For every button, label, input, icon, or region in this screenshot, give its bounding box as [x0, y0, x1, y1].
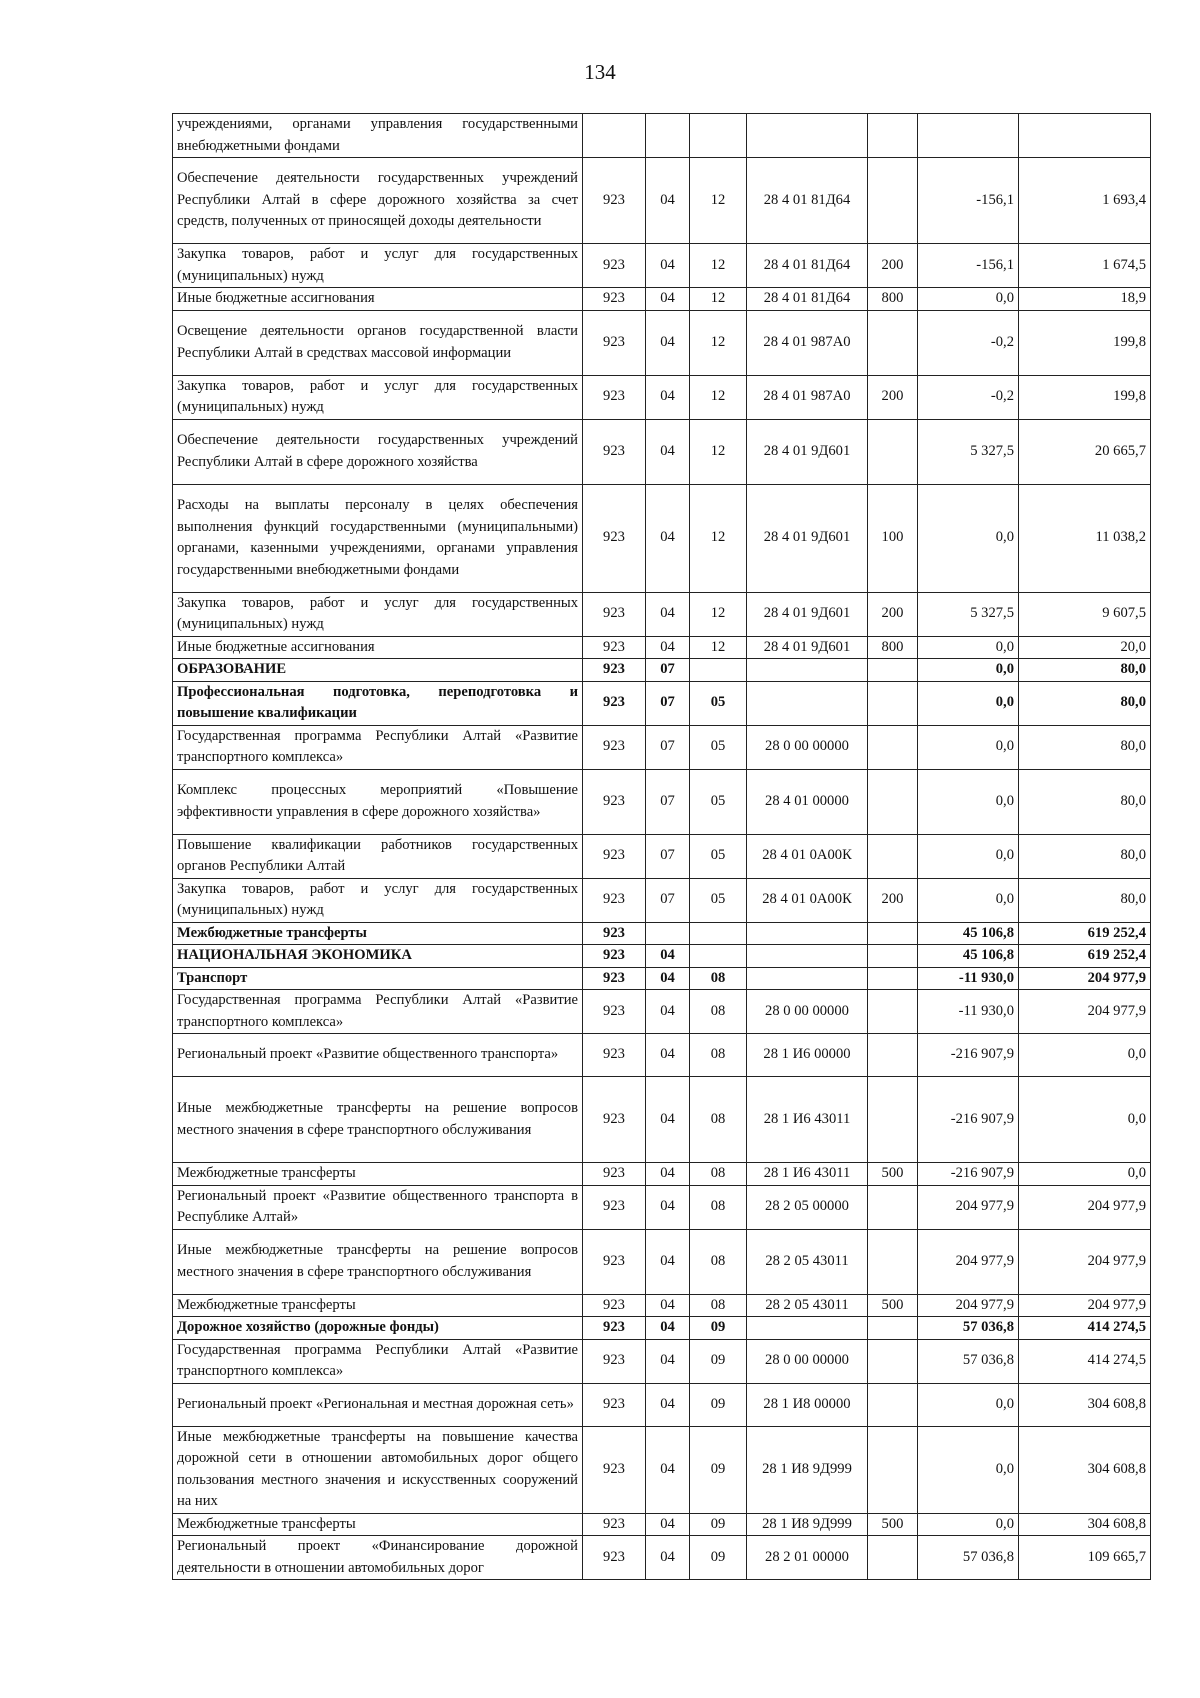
expense-name-cell: Региональный проект «Развитие общественного транспорта в Республике Алтай»	[173, 1185, 583, 1229]
table-row	[173, 244, 1151, 288]
total-amount-cell: 109 665,7	[1019, 1536, 1151, 1580]
subsection-code-cell: 08	[690, 1294, 747, 1317]
table-row	[173, 114, 1151, 158]
ministry-code-cell: 923	[583, 990, 646, 1034]
section-code-cell: 04	[646, 1317, 690, 1340]
subsection-code-cell: 12	[690, 419, 747, 484]
ministry-code-cell: 923	[583, 1339, 646, 1383]
change-amount-cell: -0,2	[918, 310, 1019, 375]
table-row	[173, 1383, 1151, 1426]
target-article-cell: 28 1 И8 9Д999	[747, 1513, 868, 1536]
subsection-code-cell: 12	[690, 158, 747, 244]
expense-name-cell: Иные бюджетные ассигнования	[173, 288, 583, 311]
target-article-cell: 28 1 И8 00000	[747, 1383, 868, 1426]
change-amount-cell: -11 930,0	[918, 967, 1019, 990]
subsection-code-cell: 08	[690, 1229, 747, 1294]
subsection-code-cell: 08	[690, 1185, 747, 1229]
target-article-cell: 28 4 01 0А00К	[747, 878, 868, 922]
expense-type-cell: 200	[868, 244, 918, 288]
total-amount-cell: 1 674,5	[1019, 244, 1151, 288]
subsection-code-cell: 12	[690, 310, 747, 375]
total-amount-cell: 80,0	[1019, 834, 1151, 878]
page-number: 134	[584, 60, 616, 84]
ministry-code-cell: 923	[583, 945, 646, 968]
section-code-cell: 04	[646, 419, 690, 484]
change-amount-cell: 0,0	[918, 834, 1019, 878]
section-code-cell: 07	[646, 878, 690, 922]
target-article-cell: 28 4 01 9Д601	[747, 484, 868, 592]
expense-name-cell: Межбюджетные трансферты	[173, 1513, 583, 1536]
expense-type-cell	[868, 659, 918, 682]
change-amount-cell: 0,0	[918, 878, 1019, 922]
target-article-cell: 28 4 01 9Д601	[747, 419, 868, 484]
table-row	[173, 1513, 1151, 1536]
target-article-cell: 28 4 01 987А0	[747, 375, 868, 419]
expense-type-cell	[868, 1339, 918, 1383]
expense-name-cell: Закупка товаров, работ и услуг для государственных (муниципальных) нужд	[173, 244, 583, 288]
table-row	[173, 990, 1151, 1034]
section-code-cell: 04	[646, 1185, 690, 1229]
target-article-cell: 28 1 И8 9Д999	[747, 1426, 868, 1513]
section-code-cell: 07	[646, 769, 690, 834]
total-amount-cell: 80,0	[1019, 769, 1151, 834]
change-amount-cell: -216 907,9	[918, 1077, 1019, 1163]
expense-name-cell: Закупка товаров, работ и услуг для государственных (муниципальных) нужд	[173, 375, 583, 419]
table-row	[173, 1317, 1151, 1340]
total-amount-cell: 80,0	[1019, 681, 1151, 725]
change-amount-cell: 0,0	[918, 681, 1019, 725]
ministry-code-cell: 923	[583, 878, 646, 922]
section-code-cell: 04	[646, 1229, 690, 1294]
total-amount-cell: 204 977,9	[1019, 1229, 1151, 1294]
total-amount-cell: 0,0	[1019, 1163, 1151, 1186]
subsection-code-cell: 12	[690, 484, 747, 592]
section-code-cell: 04	[646, 1163, 690, 1186]
subsection-code-cell: 05	[690, 769, 747, 834]
table-row	[173, 375, 1151, 419]
expense-name-cell: Иные межбюджетные трансферты на решение вопросов местного значения в сфере транспортного обслуживания	[173, 1077, 583, 1163]
target-article-cell: 28 4 01 81Д64	[747, 244, 868, 288]
total-amount-cell: 18,9	[1019, 288, 1151, 311]
change-amount-cell	[918, 114, 1019, 158]
change-amount-cell: 0,0	[918, 1383, 1019, 1426]
subsection-code-cell: 09	[690, 1339, 747, 1383]
section-code-cell: 04	[646, 1536, 690, 1580]
total-amount-cell: 204 977,9	[1019, 990, 1151, 1034]
total-amount-cell: 80,0	[1019, 878, 1151, 922]
change-amount-cell: 57 036,8	[918, 1536, 1019, 1580]
change-amount-cell: 0,0	[918, 636, 1019, 659]
total-amount-cell: 1 693,4	[1019, 158, 1151, 244]
ministry-code-cell: 923	[583, 288, 646, 311]
expense-type-cell	[868, 1077, 918, 1163]
section-code-cell: 04	[646, 1513, 690, 1536]
expense-name-cell: Повышение квалификации работников государственных органов Республики Алтай	[173, 834, 583, 878]
section-code-cell: 04	[646, 288, 690, 311]
section-code-cell: 04	[646, 1383, 690, 1426]
total-amount-cell: 304 608,8	[1019, 1383, 1151, 1426]
ministry-code-cell	[583, 114, 646, 158]
expense-type-cell: 500	[868, 1163, 918, 1186]
target-article-cell: 28 4 01 81Д64	[747, 158, 868, 244]
ministry-code-cell: 923	[583, 636, 646, 659]
expense-type-cell	[868, 967, 918, 990]
subsection-code-cell: 09	[690, 1536, 747, 1580]
subsection-code-cell: 08	[690, 1077, 747, 1163]
subsection-code-cell: 09	[690, 1513, 747, 1536]
change-amount-cell: -216 907,9	[918, 1034, 1019, 1077]
target-article-cell: 28 2 05 43011	[747, 1229, 868, 1294]
table-row	[173, 945, 1151, 968]
ministry-code-cell: 923	[583, 769, 646, 834]
section-code-cell: 07	[646, 834, 690, 878]
change-amount-cell: 45 106,8	[918, 922, 1019, 945]
subsection-code-cell: 05	[690, 725, 747, 769]
change-amount-cell: 0,0	[918, 484, 1019, 592]
expense-type-cell	[868, 922, 918, 945]
section-code-cell: 04	[646, 244, 690, 288]
expense-name-cell: Иные бюджетные ассигнования	[173, 636, 583, 659]
expense-name-cell: Расходы на выплаты персоналу в целях обеспечения выполнения функций государственными (муниципальными) органами, казенными учреждениями, органами управления государственными внебюджетными фондами	[173, 484, 583, 592]
ministry-code-cell: 923	[583, 725, 646, 769]
expense-name-cell: Межбюджетные трансферты	[173, 922, 583, 945]
expense-name-cell: Закупка товаров, работ и услуг для государственных (муниципальных) нужд	[173, 878, 583, 922]
ministry-code-cell: 923	[583, 1034, 646, 1077]
target-article-cell: 28 4 01 00000	[747, 769, 868, 834]
table-row	[173, 1536, 1151, 1580]
expense-type-cell	[868, 158, 918, 244]
ministry-code-cell: 923	[583, 1185, 646, 1229]
expense-name-cell: Региональный проект «Региональная и местная дорожная сеть»	[173, 1383, 583, 1426]
target-article-cell: 28 4 01 9Д601	[747, 592, 868, 636]
target-article-cell	[747, 659, 868, 682]
change-amount-cell: -11 930,0	[918, 990, 1019, 1034]
section-code-cell	[646, 922, 690, 945]
target-article-cell	[747, 1317, 868, 1340]
change-amount-cell: 57 036,8	[918, 1339, 1019, 1383]
table-row	[173, 922, 1151, 945]
expense-type-cell	[868, 419, 918, 484]
expense-name-cell: Иные межбюджетные трансферты на повышение качества дорожной сети в отношении автомобильных дорог общего пользования местного значения и искусственных сооружений на них	[173, 1426, 583, 1513]
expense-type-cell: 100	[868, 484, 918, 592]
subsection-code-cell: 08	[690, 1034, 747, 1077]
expense-name-cell: Государственная программа Республики Алтай «Развитие транспортного комплекса»	[173, 990, 583, 1034]
expense-name-cell: Государственная программа Республики Алтай «Развитие транспортного комплекса»	[173, 1339, 583, 1383]
target-article-cell: 28 2 01 00000	[747, 1536, 868, 1580]
subsection-code-cell: 09	[690, 1383, 747, 1426]
expense-type-cell	[868, 769, 918, 834]
ministry-code-cell: 923	[583, 1163, 646, 1186]
change-amount-cell: 0,0	[918, 1426, 1019, 1513]
ministry-code-cell: 923	[583, 158, 646, 244]
change-amount-cell: 204 977,9	[918, 1294, 1019, 1317]
total-amount-cell: 199,8	[1019, 375, 1151, 419]
subsection-code-cell: 09	[690, 1317, 747, 1340]
change-amount-cell: -216 907,9	[918, 1163, 1019, 1186]
table-row	[173, 1229, 1151, 1294]
target-article-cell: 28 4 01 0А00К	[747, 834, 868, 878]
target-article-cell: 28 0 00 00000	[747, 1339, 868, 1383]
table-row	[173, 1077, 1151, 1163]
table-row	[173, 1034, 1151, 1077]
expense-type-cell	[868, 1536, 918, 1580]
total-amount-cell: 304 608,8	[1019, 1513, 1151, 1536]
expense-name-cell: Обеспечение деятельности государственных учреждений Республики Алтай в сфере дорожного хозяйства за счет средств, полученных от приносящей доходы деятельности	[173, 158, 583, 244]
expense-name-cell: Комплекс процессных мероприятий «Повышение эффективности управления в сфере дорожного хозяйства»	[173, 769, 583, 834]
change-amount-cell: 204 977,9	[918, 1229, 1019, 1294]
target-article-cell	[747, 681, 868, 725]
target-article-cell: 28 2 05 00000	[747, 1185, 868, 1229]
change-amount-cell: 57 036,8	[918, 1317, 1019, 1340]
total-amount-cell: 80,0	[1019, 725, 1151, 769]
subsection-code-cell	[690, 922, 747, 945]
table-row	[173, 769, 1151, 834]
expense-type-cell	[868, 945, 918, 968]
target-article-cell	[747, 114, 868, 158]
expense-type-cell: 500	[868, 1294, 918, 1317]
budget-table	[172, 113, 1151, 1580]
expense-name-cell: НАЦИОНАЛЬНАЯ ЭКОНОМИКА	[173, 945, 583, 968]
ministry-code-cell: 923	[583, 834, 646, 878]
subsection-code-cell: 08	[690, 1163, 747, 1186]
ministry-code-cell: 923	[583, 681, 646, 725]
expense-type-cell	[868, 1229, 918, 1294]
subsection-code-cell: 12	[690, 288, 747, 311]
subsection-code-cell: 12	[690, 636, 747, 659]
target-article-cell: 28 0 00 00000	[747, 990, 868, 1034]
subsection-code-cell	[690, 114, 747, 158]
total-amount-cell: 414 274,5	[1019, 1317, 1151, 1340]
section-code-cell: 04	[646, 1339, 690, 1383]
ministry-code-cell: 923	[583, 484, 646, 592]
expense-name-cell: Дорожное хозяйство (дорожные фонды)	[173, 1317, 583, 1340]
expense-name-cell: Межбюджетные трансферты	[173, 1163, 583, 1186]
subsection-code-cell: 08	[690, 967, 747, 990]
subsection-code-cell: 05	[690, 878, 747, 922]
change-amount-cell: 5 327,5	[918, 592, 1019, 636]
section-code-cell: 07	[646, 681, 690, 725]
ministry-code-cell: 923	[583, 1426, 646, 1513]
target-article-cell: 28 2 05 43011	[747, 1294, 868, 1317]
section-code-cell: 04	[646, 310, 690, 375]
section-code-cell: 04	[646, 967, 690, 990]
subsection-code-cell	[690, 945, 747, 968]
section-code-cell: 04	[646, 1426, 690, 1513]
target-article-cell: 28 1 И6 00000	[747, 1034, 868, 1077]
total-amount-cell: 304 608,8	[1019, 1426, 1151, 1513]
table-row	[173, 158, 1151, 244]
expense-type-cell	[868, 1383, 918, 1426]
table-row	[173, 592, 1151, 636]
expense-name-cell: Обеспечение деятельности государственных учреждений Республики Алтай в сфере дорожного хозяйства	[173, 419, 583, 484]
table-row	[173, 310, 1151, 375]
table-row	[173, 1185, 1151, 1229]
table-row	[173, 1163, 1151, 1186]
change-amount-cell: 204 977,9	[918, 1185, 1019, 1229]
total-amount-cell: 204 977,9	[1019, 1294, 1151, 1317]
section-code-cell: 04	[646, 990, 690, 1034]
change-amount-cell: 0,0	[918, 288, 1019, 311]
table-row	[173, 834, 1151, 878]
change-amount-cell: -0,2	[918, 375, 1019, 419]
expense-type-cell	[868, 725, 918, 769]
expense-type-cell	[868, 1185, 918, 1229]
total-amount-cell: 204 977,9	[1019, 1185, 1151, 1229]
expense-name-cell: ОБРАЗОВАНИЕ	[173, 659, 583, 682]
target-article-cell	[747, 967, 868, 990]
total-amount-cell: 0,0	[1019, 1077, 1151, 1163]
subsection-code-cell: 05	[690, 834, 747, 878]
expense-type-cell	[868, 114, 918, 158]
total-amount-cell: 9 607,5	[1019, 592, 1151, 636]
section-code-cell: 04	[646, 636, 690, 659]
total-amount-cell: 11 038,2	[1019, 484, 1151, 592]
table-row	[173, 725, 1151, 769]
target-article-cell	[747, 945, 868, 968]
expense-name-cell: Государственная программа Республики Алтай «Развитие транспортного комплекса»	[173, 725, 583, 769]
table-row	[173, 484, 1151, 592]
table-row	[173, 1339, 1151, 1383]
change-amount-cell: 45 106,8	[918, 945, 1019, 968]
change-amount-cell: -156,1	[918, 244, 1019, 288]
expense-name-cell: Региональный проект «Финансирование дорожной деятельности в отношении автомобильных дорог	[173, 1536, 583, 1580]
section-code-cell: 04	[646, 1294, 690, 1317]
ministry-code-cell: 923	[583, 922, 646, 945]
expense-type-cell: 800	[868, 636, 918, 659]
target-article-cell: 28 4 01 987А0	[747, 310, 868, 375]
section-code-cell: 04	[646, 945, 690, 968]
expense-type-cell	[868, 1317, 918, 1340]
expense-name-cell: Межбюджетные трансферты	[173, 1294, 583, 1317]
change-amount-cell: 0,0	[918, 1513, 1019, 1536]
expense-type-cell: 500	[868, 1513, 918, 1536]
ministry-code-cell: 923	[583, 592, 646, 636]
expense-type-cell: 200	[868, 592, 918, 636]
total-amount-cell: 0,0	[1019, 1034, 1151, 1077]
table-row	[173, 1294, 1151, 1317]
total-amount-cell: 20,0	[1019, 636, 1151, 659]
subsection-code-cell: 08	[690, 990, 747, 1034]
expense-name-cell: Освещение деятельности органов государственной власти Республики Алтай в средствах массовой информации	[173, 310, 583, 375]
total-amount-cell: 414 274,5	[1019, 1339, 1151, 1383]
section-code-cell: 04	[646, 158, 690, 244]
expense-type-cell	[868, 990, 918, 1034]
table-row	[173, 419, 1151, 484]
expense-name-cell: Иные межбюджетные трансферты на решение вопросов местного значения в сфере транспортного обслуживания	[173, 1229, 583, 1294]
section-code-cell: 07	[646, 725, 690, 769]
total-amount-cell: 619 252,4	[1019, 922, 1151, 945]
target-article-cell: 28 4 01 9Д601	[747, 636, 868, 659]
expense-type-cell: 800	[868, 288, 918, 311]
target-article-cell	[747, 922, 868, 945]
ministry-code-cell: 923	[583, 1383, 646, 1426]
ministry-code-cell: 923	[583, 375, 646, 419]
expense-type-cell	[868, 310, 918, 375]
total-amount-cell: 20 665,7	[1019, 419, 1151, 484]
expense-type-cell	[868, 1034, 918, 1077]
target-article-cell: 28 1 И6 43011	[747, 1163, 868, 1186]
ministry-code-cell: 923	[583, 1077, 646, 1163]
target-article-cell: 28 0 00 00000	[747, 725, 868, 769]
ministry-code-cell: 923	[583, 1229, 646, 1294]
section-code-cell: 04	[646, 484, 690, 592]
expense-type-cell	[868, 681, 918, 725]
expense-type-cell: 200	[868, 878, 918, 922]
expense-type-cell	[868, 1426, 918, 1513]
section-code-cell: 04	[646, 375, 690, 419]
target-article-cell: 28 4 01 81Д64	[747, 288, 868, 311]
subsection-code-cell: 12	[690, 375, 747, 419]
ministry-code-cell: 923	[583, 1513, 646, 1536]
ministry-code-cell: 923	[583, 1317, 646, 1340]
ministry-code-cell: 923	[583, 310, 646, 375]
change-amount-cell: 0,0	[918, 769, 1019, 834]
total-amount-cell: 80,0	[1019, 659, 1151, 682]
ministry-code-cell: 923	[583, 659, 646, 682]
section-code-cell: 04	[646, 1034, 690, 1077]
table-row	[173, 681, 1151, 725]
change-amount-cell: 0,0	[918, 725, 1019, 769]
table-row	[173, 878, 1151, 922]
total-amount-cell	[1019, 114, 1151, 158]
subsection-code-cell: 05	[690, 681, 747, 725]
expense-type-cell	[868, 834, 918, 878]
change-amount-cell: 5 327,5	[918, 419, 1019, 484]
ministry-code-cell: 923	[583, 967, 646, 990]
target-article-cell: 28 1 И6 43011	[747, 1077, 868, 1163]
ministry-code-cell: 923	[583, 1294, 646, 1317]
ministry-code-cell: 923	[583, 1536, 646, 1580]
change-amount-cell: -156,1	[918, 158, 1019, 244]
table-row	[173, 1426, 1151, 1513]
table-row	[173, 636, 1151, 659]
section-code-cell: 04	[646, 592, 690, 636]
expense-type-cell: 200	[868, 375, 918, 419]
total-amount-cell: 204 977,9	[1019, 967, 1151, 990]
section-code-cell: 07	[646, 659, 690, 682]
table-row	[173, 659, 1151, 682]
subsection-code-cell: 12	[690, 592, 747, 636]
expense-name-cell: Закупка товаров, работ и услуг для государственных (муниципальных) нужд	[173, 592, 583, 636]
subsection-code-cell	[690, 659, 747, 682]
expense-name-cell: Региональный проект «Развитие общественного транспорта»	[173, 1034, 583, 1077]
section-code-cell	[646, 114, 690, 158]
expense-name-cell: Профессиональная подготовка, переподготовка и повышение квалификации	[173, 681, 583, 725]
subsection-code-cell: 09	[690, 1426, 747, 1513]
change-amount-cell: 0,0	[918, 659, 1019, 682]
table-row	[173, 967, 1151, 990]
ministry-code-cell: 923	[583, 419, 646, 484]
expense-name-cell: учреждениями, органами управления государственными внебюджетными фондами	[173, 114, 583, 158]
section-code-cell: 04	[646, 1077, 690, 1163]
total-amount-cell: 619 252,4	[1019, 945, 1151, 968]
subsection-code-cell: 12	[690, 244, 747, 288]
ministry-code-cell: 923	[583, 244, 646, 288]
expense-name-cell: Транспорт	[173, 967, 583, 990]
total-amount-cell: 199,8	[1019, 310, 1151, 375]
table-row	[173, 288, 1151, 311]
